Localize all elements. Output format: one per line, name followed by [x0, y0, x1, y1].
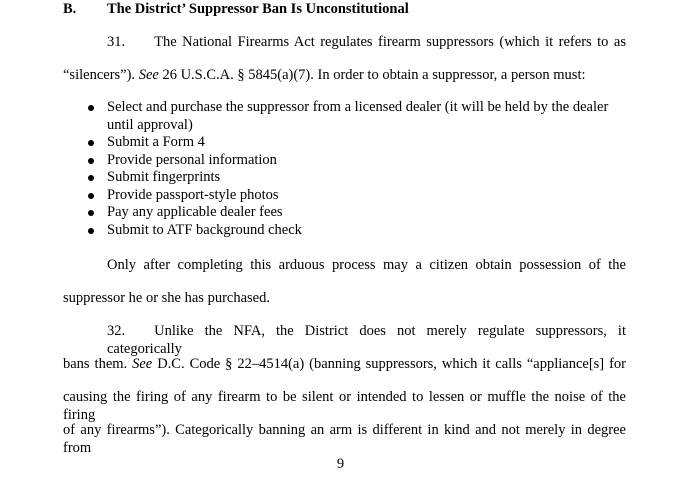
- paragraph-32-line-1: 32. Unlike the NFA, the District does not merely regulate suppressors, it categorically: [107, 323, 626, 357]
- paragraph-32-line-3: causing the firing of any firearm to be silent or intended to lessen or muffle the noise of the firing: [63, 389, 626, 423]
- requirements-list: [86, 99, 626, 239]
- bullet-icon: [88, 105, 94, 111]
- list-item: Provide personal information: [86, 152, 626, 170]
- bullet-icon: [88, 228, 94, 234]
- section-letter: B.: [63, 1, 77, 17]
- after-list-line-1: Only after completing this arduous process may a citizen obtain possession of the: [107, 257, 626, 273]
- list-item: Submit to ATF background check: [86, 222, 626, 240]
- list-item: Submit fingerprints: [86, 169, 626, 187]
- list-item: Submit a Form 4: [86, 134, 626, 152]
- paragraph-32-line-4: of any firearms”). Categorically banning an arm is different in kind and not merely in degree from: [63, 422, 626, 456]
- list-item: Select and purchase the suppressor from a licensed dealer (it will be held by the dealer until approval): [86, 99, 626, 134]
- bullet-icon: [88, 193, 94, 199]
- paragraph-31-line-2: “silencers”). See 26 U.S.C.A. § 5845(a)(7). In order to obtain a suppressor, a person must:: [63, 67, 586, 83]
- page-number: 9: [336, 456, 345, 472]
- bullet-icon: [88, 140, 94, 146]
- after-list-line-2: suppressor he or she has purchased.: [63, 290, 270, 306]
- paragraph-32-line-2: bans them. See D.C. Code § 22–4514(a) (banning suppressors, which it calls “appliance[s] for: [63, 356, 626, 372]
- section-title: The District’ Suppressor Ban Is Unconstitutional: [107, 1, 409, 17]
- bullet-icon: [88, 175, 94, 181]
- bullet-icon: [88, 210, 94, 216]
- bullet-icon: [88, 158, 94, 164]
- list-item: Pay any applicable dealer fees: [86, 204, 626, 222]
- list-item: Provide passport-style photos: [86, 187, 626, 205]
- paragraph-31-line-1: 31. The National Firearms Act regulates firearm suppressors (which it refers to as: [107, 34, 626, 50]
